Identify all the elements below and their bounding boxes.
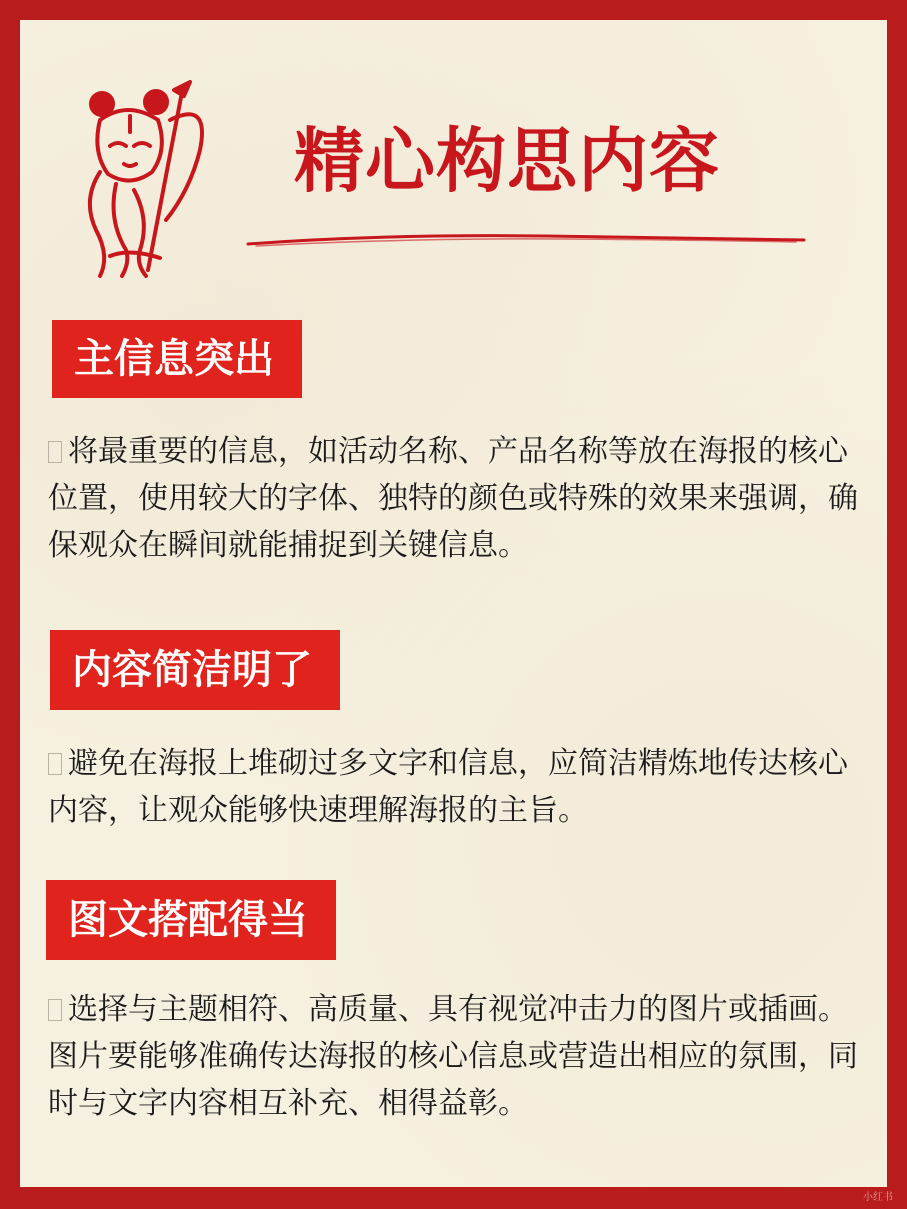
section-heading-1: 主信息突出 [52,320,302,398]
figure-logo-icon [70,80,220,280]
section-heading-2: 内容简洁明了 [50,630,340,710]
page-title: 精心构思内容 [294,120,720,202]
section-text-1-content: 将最重要的信息，如活动名称、产品名称等放在海报的核心位置，使用较大的字体、独特的颜色或特殊的效果来强调，确保观众在瞬间就能捕捉到关键信息。 [48,434,858,563]
section-heading-3: 图文搭配得当 [46,880,336,960]
section-text-3 [48,986,868,1127]
bullet-box-icon [48,441,62,463]
bullet-box-icon [48,999,62,1021]
section-text-1 [48,428,868,569]
section-text-2 [48,740,868,834]
bullet-box-icon [48,753,62,775]
title-underline [246,226,806,256]
section-text-2-content: 避免在海报上堆砌过多文字和信息，应简洁精炼地传达核心内容，让观众能够快速理解海报的主旨。 [48,746,848,828]
watermark: 小红书 [863,1192,893,1203]
section-text-3-content: 选择与主题相符、高质量、具有视觉冲击力的图片或插画。图片要能够准确传达海报的核心信息或营造出相应的氛围，同时与文字内容相互补充、相得益彰。 [48,992,858,1121]
